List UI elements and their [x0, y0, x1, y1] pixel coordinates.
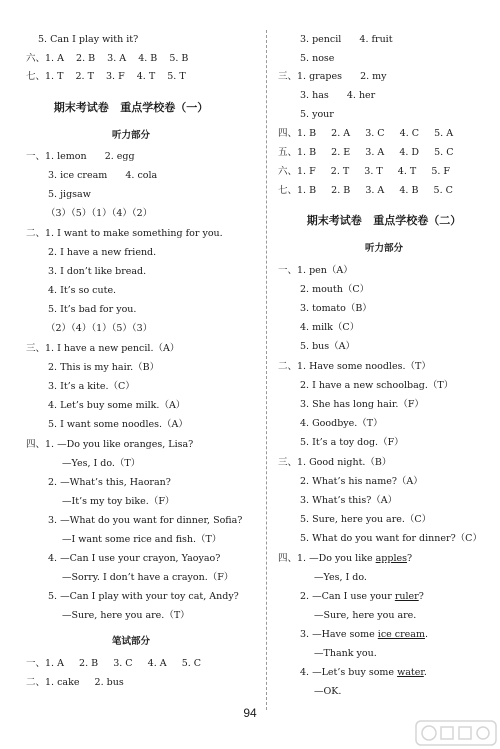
left-line: 2. I have a new friend. [48, 247, 157, 258]
q4-text: ? [418, 591, 424, 602]
left-line: 2. —What’s this, Haoran? [48, 477, 171, 488]
exam-title-2: 期末考试卷 重点学校卷（二） [306, 214, 462, 227]
right-line: —OK. [314, 686, 342, 697]
watermark-logo [415, 720, 497, 746]
left-line: 5. It’s bad for you. [48, 304, 137, 315]
left-line: 二、1. cake 2. bus [26, 677, 124, 688]
left-line: 4. It’s so cute. [48, 285, 117, 296]
listening-title-1: 听力部分 [111, 130, 150, 141]
left-line: 5. jigsaw [48, 189, 91, 200]
left-line: 5. —Can I play with your toy cat, Andy? [48, 591, 239, 602]
right-line: 5. nose [300, 53, 335, 64]
left-line: —Yes, I do.（T） [62, 458, 141, 469]
right-line: 5. It’s a toy dog.（F） [300, 437, 404, 448]
right-line: 二、1. Have some noodles.（T） [278, 361, 431, 372]
left-line: （3）（5）（1）（4）（2） [46, 208, 153, 219]
right-line: 3. pencil 4. fruit [300, 34, 393, 45]
right-line: —Thank you. [314, 648, 377, 659]
left-line: 一、1. lemon 2. egg [26, 151, 135, 162]
left-line: 3. I don’t like bread. [48, 266, 147, 277]
right-line: —Sure, here you are. [314, 610, 417, 621]
left-line: 4. —Can I use your crayon, Yaoyao? [48, 553, 221, 564]
left-line: —Sure, here you are.（T） [62, 610, 190, 621]
left-line: 3. It’s a kite.（C） [48, 381, 135, 392]
writing-title-1: 笔试部分 [111, 636, 150, 647]
answer-underlined: apples [375, 553, 408, 564]
right-line: 四、1. B 2. A 3. C 4. C 5. A [278, 128, 454, 139]
left-line: 六、1. A 2. B 3. A 4. B 5. B [26, 53, 189, 64]
right-line: 一、1. pen（A） [278, 265, 353, 276]
right-line: 3. What’s this?（A） [300, 495, 398, 506]
left-line: 三、1. I have a new pencil.（A） [26, 343, 180, 354]
left-line: 3. —What do you want for dinner, Sofia? [48, 515, 243, 526]
answer-underlined: ruler [394, 591, 419, 602]
column-divider [266, 30, 267, 710]
left-line: 二、1. I want to make something for you. [26, 228, 223, 239]
right-line: 3. has 4. her [300, 90, 376, 101]
q4-text: 3. —Have some [300, 629, 378, 640]
left-line: —It’s my toy bike.（F） [62, 496, 175, 507]
q4-text: . [424, 629, 428, 640]
right-line [300, 629, 428, 641]
right-line: 3. She has long hair.（F） [300, 399, 424, 410]
right-line: 三、1. Good night.（B） [278, 457, 392, 468]
exam-title-1: 期末考试卷 重点学校卷（一） [53, 101, 209, 114]
right-line: 三、1. grapes 2. my [278, 71, 387, 82]
right-line: 5. your [300, 109, 334, 120]
right-line: 五、1. B 2. E 3. A 4. D 5. C [278, 147, 454, 158]
left-line: —Sorry. I don’t have a crayon.（F） [62, 572, 234, 583]
right-line [300, 667, 427, 679]
q4-text: ? [407, 553, 413, 564]
right-line: 2. I have a new schoolbag.（T） [300, 380, 454, 391]
right-line: 2. What’s his name?（A） [300, 476, 423, 487]
right-line [278, 553, 412, 565]
answer-underlined: ice cream [377, 629, 425, 640]
left-line: 4. Let’s buy some milk.（A） [48, 400, 186, 411]
page-number: 94 [243, 706, 257, 720]
q4-text: 4. —Let’s buy some [300, 667, 398, 678]
right-line [300, 591, 424, 603]
right-line: 4. milk（C） [300, 322, 360, 333]
left-line: 七、1. T 2. T 3. F 4. T 5. T [26, 71, 186, 82]
q4-text: . [423, 667, 427, 678]
answer-underlined: water [397, 667, 424, 678]
right-line: 4. Goodbye.（T） [300, 418, 383, 429]
q4-text: 四、1. —Do you like [278, 553, 376, 564]
right-line: 5. Sure, here you are.（C） [300, 514, 432, 525]
right-line: 2. mouth（C） [300, 284, 370, 295]
left-line: 5. Can I play with it? [38, 34, 139, 45]
right-line: 3. tomato（B） [300, 303, 372, 314]
left-line: 5. I want some noodles.（A） [48, 419, 188, 430]
left-line: 2. This is my hair.（B） [48, 362, 160, 373]
left-line: —I want some rice and fish.（T） [62, 534, 222, 545]
left-line: （2）（4）（1）（5）（3） [46, 323, 153, 334]
right-line: 5. What do you want for dinner?（C） [300, 533, 482, 544]
right-line: 5. bus（A） [300, 341, 356, 352]
left-line: 3. ice cream 4. cola [48, 170, 158, 181]
listening-title-2: 听力部分 [364, 243, 403, 254]
right-line: —Yes, I do. [314, 572, 367, 583]
q4-text: 2. —Can I use your [300, 591, 395, 602]
left-line: 四、1. —Do you like oranges, Lisa? [26, 439, 194, 450]
right-line: 六、1. F 2. T 3. T 4. T 5. F [278, 166, 451, 177]
right-line: 七、1. B 2. B 3. A 4. B 5. C [278, 185, 453, 196]
left-line: 一、1. A 2. B 3. C 4. A 5. C [26, 658, 202, 669]
